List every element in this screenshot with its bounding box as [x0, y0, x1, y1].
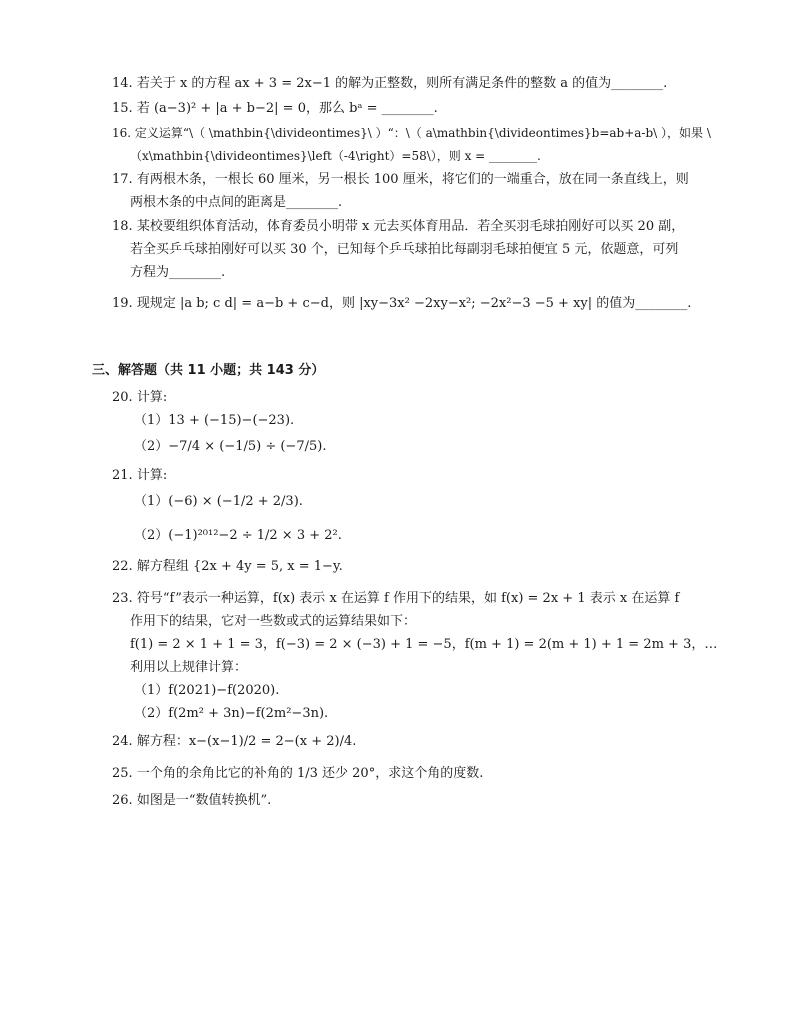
question-18-line3: 方程为________.: [130, 265, 226, 280]
question-16: 16. 定义运算“\（ \mathbin{\divideontimes}\ ）“：\（ a\mathbin{\divideontimes}b=ab+a-b\ ），如果 \: [112, 126, 711, 140]
question-20-part1: （1）13 + (−15)−(−23).: [134, 413, 295, 428]
section-heading: 三、解答题（共 11 小题；共 143 分）: [92, 363, 325, 378]
question-17-line2: 两根木条的中点间的距离是________.: [130, 195, 343, 210]
question-25: 25. 一个角的余角比它的补角的 1/3 还少 20°，求这个角的度数.: [112, 766, 484, 781]
question-18-line2: 若全买乒乓球拍刚好可以买 30 个，已知每个乒乓球拍比每副羽毛球拍便宜 5 元，依题意，可列: [130, 242, 679, 257]
question-20-part2: （2）−7/4 × (−1/5) ÷ (−7/5).: [134, 439, 327, 454]
question-17: 17. 有两根木条，一根长 60 厘米，另一根长 100 厘米，将它们的一端重合，放在同一条直线上，则: [112, 172, 689, 187]
question-20: 20. 计算:: [112, 390, 168, 405]
question-16-line2: （x\mathbin{\divideontimes}\left（-4\right）=58\），则 x = ________.: [130, 149, 541, 163]
question-26: 26. 如图是一“数值转换机”.: [112, 793, 272, 808]
question-23-line3: f(1) = 2 × 1 + 1 = 3，f(−3) = 2 × (−3) + 1 = −5，f(m + 1) = 2(m + 1) + 1 = 2m + 3，…: [130, 637, 718, 652]
question-23-line2: 作用下的结果，它对一些数或式的运算结果如下：: [130, 614, 417, 629]
question-22: 22. 解方程组 {2x + 4y = 5, x = 1−y.: [112, 559, 343, 574]
question-21-part1: （1）(−6) × (−1/2 + 2/3).: [134, 494, 303, 509]
question-21: 21. 计算:: [112, 468, 168, 483]
question-23: 23. 符号“f”表示一种运算，f(x) 表示 x 在运算 f 作用下的结果，如 f(x) = 2x + 1 表示 x 在运算 f: [112, 591, 680, 606]
question-19: 19. 现规定 |a b; c d| = a−b + c−d，则 |xy−3x² −2xy−x²; −2x²−3 −5 + xy| 的值为________.: [112, 296, 692, 311]
question-21-part2: （2）(−1)²⁰¹²−2 ÷ 1/2 × 3 + 2².: [134, 528, 342, 543]
question-15: 15. 若 (a−3)² + |a + b−2| = 0，那么 bᵃ = ________.: [112, 101, 438, 116]
question-23-part2: （2）f(2m² + 3n)−f(2m²−3n).: [134, 706, 329, 721]
question-18: 18. 某校要组织体育活动，体育委员小明带 x 元去买体育用品．若全买羽毛球拍刚好可以买 20 副，: [112, 219, 685, 234]
question-14: 14. 若关于 x 的方程 ax + 3 = 2x−1 的解为正整数，则所有满足条件的整数 a 的值为________.: [112, 76, 668, 91]
question-23-part1: （1）f(2021)−f(2020).: [134, 683, 280, 698]
question-24: 24. 解方程：x−(x−1)/2 = 2−(x + 2)/4.: [112, 734, 357, 749]
question-23-line4: 利用以上规律计算：: [130, 660, 248, 675]
